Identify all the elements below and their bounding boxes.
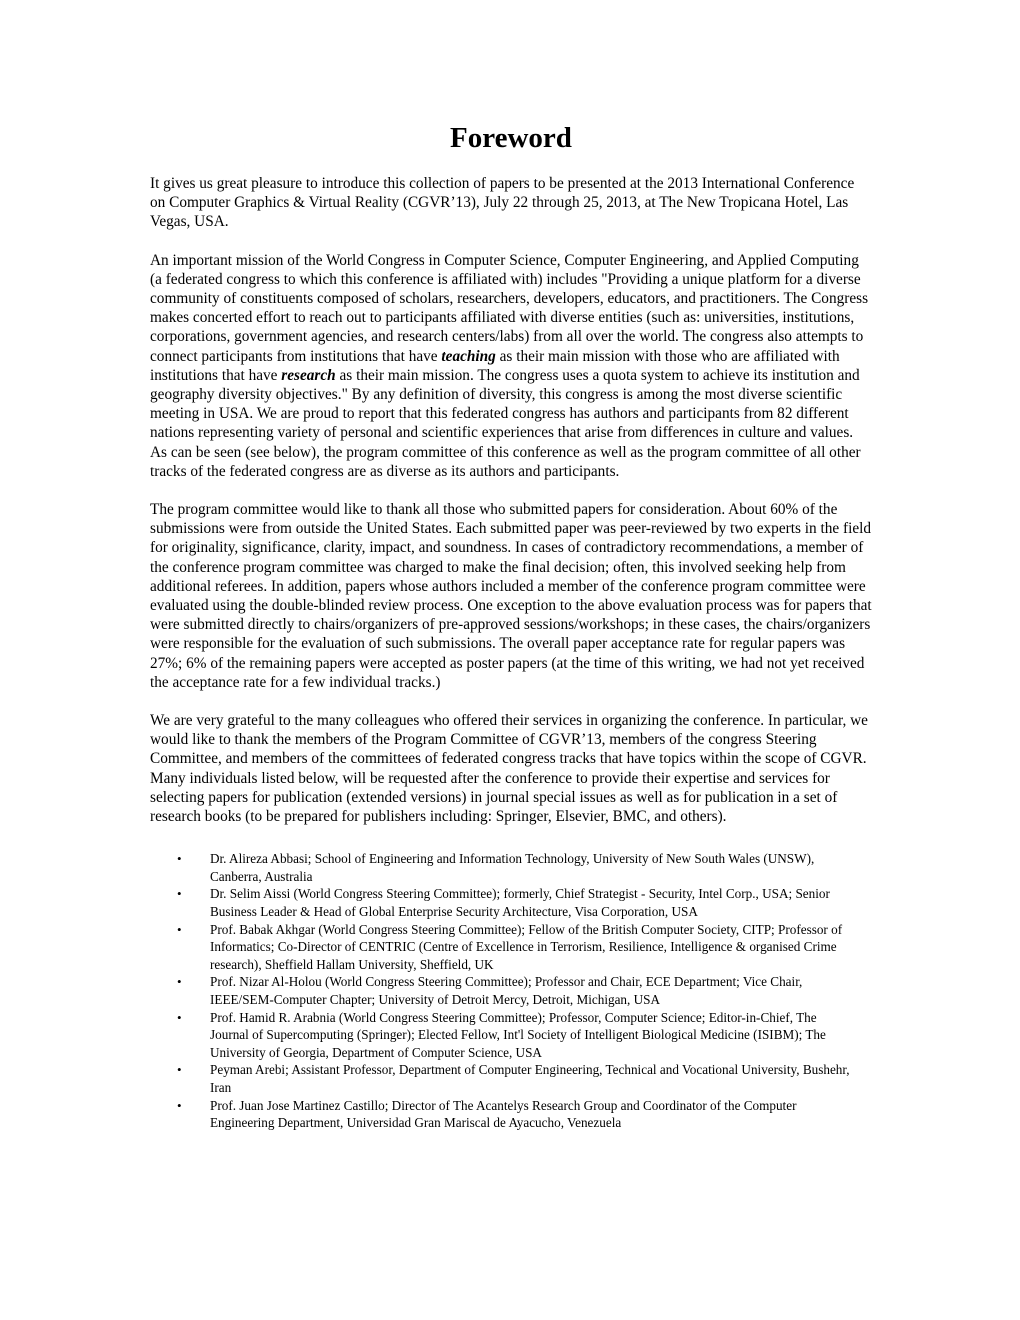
member-text: Peyman Arebi; Assistant Professor, Department of Computer Engineering, Technical and Vocational University, Bushehr, Iran [210,1062,850,1096]
bullet-icon: • [177,1009,182,1025]
bullet-icon: • [177,974,182,990]
committee-list [150,850,872,1132]
member-text: Prof. Nizar Al-Holou (World Congress Steering Committee); Professor and Chair, ECE Department; Vice Chair, IEEE/SEM-Computer Chapter; University of Detroit Mercy, Detroit, Michigan, USA [210,974,803,1008]
thanks-paragraph: We are very grateful to the many colleagues who offered their services in organizing the conference. In particular, we would like to thank the members of the Program Committee of CGVR’13, members of the congress Steering Committee, and members of the committees of federated congress tracks that have topics within the scope of CGVR. Many individuals listed below, will be requested after the conference to provide their expertise and services for selecting papers for publication (extended versions) in journal special issues as well as for publication in a set of research books (to be prepared for publishers including: Springer, Elsevier, BMC, and others). [150,712,868,826]
emphasis-research: research [281,366,336,384]
list-item [150,921,850,974]
bullet-icon: • [177,921,182,937]
bullet-icon: • [177,1097,182,1113]
member-text: Dr. Alireza Abbasi; School of Engineering and Information Technology, University of New South Wales (UNSW), Canberra, Australia [210,851,815,884]
list-item [150,1061,850,1096]
emphasis-teaching: teaching [441,347,496,365]
mission-text-part1: An important mission of the World Congress in Computer Science, Computer Engineering, and Applied Computing (a federated congress to which this conference is affiliated with) includes "Providing a unique platform for a diverse community of constituents composed of scholars, researchers, developers, educators, and practitioners. The Congress makes concerted effort to reach out to participants affiliated with diverse entities (such as: universities, institutions, corporations, government agencies, and research centers/labs) from all over the world. The congress also attempts to connect participants from institutions that have [150,251,869,365]
list-item [150,1097,850,1132]
mission-paragraph [150,251,872,481]
foreword-page [150,118,872,1132]
bullet-icon: • [177,851,182,867]
mission-text-part2: as their main mission with those who are affiliated with institutions that have [150,347,840,384]
mission-text-part3: as their main mission. The congress uses a quota system to achieve its institution and geography diversity objectives." By any definition of diversity, this congress is among the most diverse scientific meeting in USA. We are proud to report that this federated congress has authors and participants from 82 different nations representing variety of personal and scientific experiences that arise from differences in culture and values. As can be seen (see below), the program committee of this conference as well as the program committee of all other tracks of the federated congress are as diverse as its authors and participants. [150,366,861,480]
member-text: Prof. Juan Jose Martinez Castillo; Director of The Acantelys Research Group and Coordinator of the Computer Engineering Department, Universidad Gran Mariscal de Ayacucho, Venezuela [210,1097,797,1131]
list-item [150,885,850,920]
list-item [150,1009,850,1062]
list-item [150,850,850,885]
member-text: Prof. Babak Akhgar (World Congress Steering Committee); Fellow of the British Computer Society, CITP; Professor of Informatics; Co-Director of CENTRIC (Centre of Excellence in Terrorism, Resilience, Intelligence & organised Crime research), Sheffield Hallam University, Sheffield, UK [210,921,843,972]
page-title: Foreword [450,122,572,154]
list-item [150,973,850,1008]
member-text: Prof. Hamid R. Arabnia (World Congress Steering Committee); Professor, Computer Science; Editor-in-Chief, The Journal of Supercomputing (Springer); Elected Fellow, Int'l Society of Intelligent Biological Medicine (ISIBM); The University of Georgia, Department of Computer Science, USA [210,1009,826,1060]
review-paragraph: The program committee would like to thank all those who submitted papers for consideration. About 60% of the submissions were from outside the United States. Each submitted paper was peer-reviewed by two experts in the field for originality, significance, clarity, impact, and soundness. In cases of contradictory recommendations, a member of the conference program committee was charged to make the final decision; often, this involved seeking help from additional referees. In addition, papers whose authors included a member of the conference program committee were evaluated using the double-blinded review process. One exception to the above evaluation process was for papers that were submitted directly to chairs/organizers of pre-approved sessions/workshops; in these cases, the chairs/organizers were responsible for the evaluation of such submissions. The overall paper acceptance rate for regular papers was 27%; 6% of the remaining papers were accepted as poster papers (at the time of this writing, we had not yet received the acceptance rate for a few individual tracks.) [150,501,872,691]
intro-paragraph: It gives us great pleasure to introduce this collection of papers to be presented at the 2013 International Conference on Computer Graphics & Virtual Reality (CGVR’13), July 22 through 25, 2013, at The New Tropicana Hotel, Las Vegas, USA. [150,175,855,231]
member-text: Dr. Selim Aissi (World Congress Steering Committee); formerly, Chief Strategist - Security, Intel Corp., USA; Senior Business Leader & Head of Global Enterprise Security Architecture, Visa Corporation, USA [210,886,830,920]
bullet-icon: • [177,1062,182,1078]
bullet-icon: • [177,886,182,902]
